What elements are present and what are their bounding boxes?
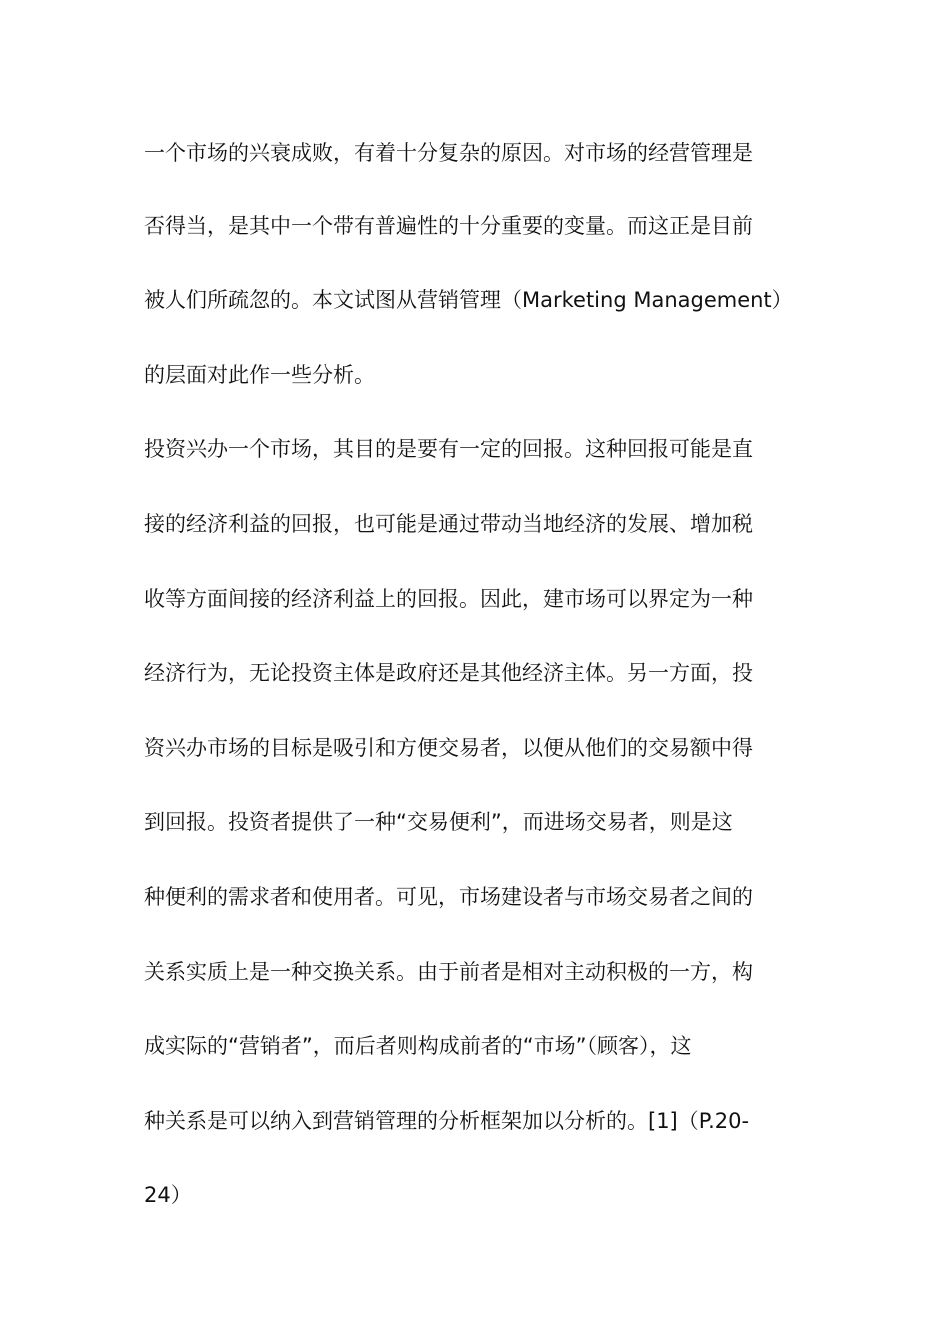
text-line: 否得当，是其中一个带有普遍性的十分重要的变量。而这正是目前 bbox=[144, 214, 753, 238]
text-line: 一个市场的兴衰成败，有着十分复杂的原因。对市场的经营管理是 bbox=[144, 141, 753, 165]
text-line: 种便利的需求者和使用者。可见，市场建设者与市场交易者之间的 bbox=[144, 885, 753, 909]
text-line: 的层面对此作一些分析。 bbox=[144, 363, 375, 387]
text-line: 到回报。投资者提供了一种“交易便利”，而进场交易者，则是这 bbox=[144, 810, 733, 834]
text-line: 被人们所疏忽的。本文试图从营销管理（Marketing Management） bbox=[144, 288, 793, 312]
text-line: 接的经济利益的回报，也可能是通过带动当地经济的发展、增加税 bbox=[144, 512, 753, 536]
text-line: 24） bbox=[144, 1183, 192, 1207]
text-line: 成实际的“营销者”，而后者则构成前者的“市场”（顾客），这 bbox=[144, 1034, 692, 1058]
text-line: 经济行为，无论投资主体是政府还是其他经济主体。另一方面，投 bbox=[144, 661, 753, 685]
text-line: 收等方面间接的经济利益上的回报。因此，建市场可以界定为一种 bbox=[144, 587, 753, 611]
text-line: 关系实质上是一种交换关系。由于前者是相对主动积极的一方，构 bbox=[144, 960, 753, 984]
text-line: 投资兴办一个市场，其目的是要有一定的回报。这种回报可能是直 bbox=[144, 437, 753, 461]
text-line: 种关系是可以纳入到营销管理的分析框架加以分析的。[1]（P.20- bbox=[144, 1109, 750, 1133]
text-line: 资兴办市场的目标是吸引和方便交易者，以便从他们的交易额中得 bbox=[144, 736, 753, 760]
